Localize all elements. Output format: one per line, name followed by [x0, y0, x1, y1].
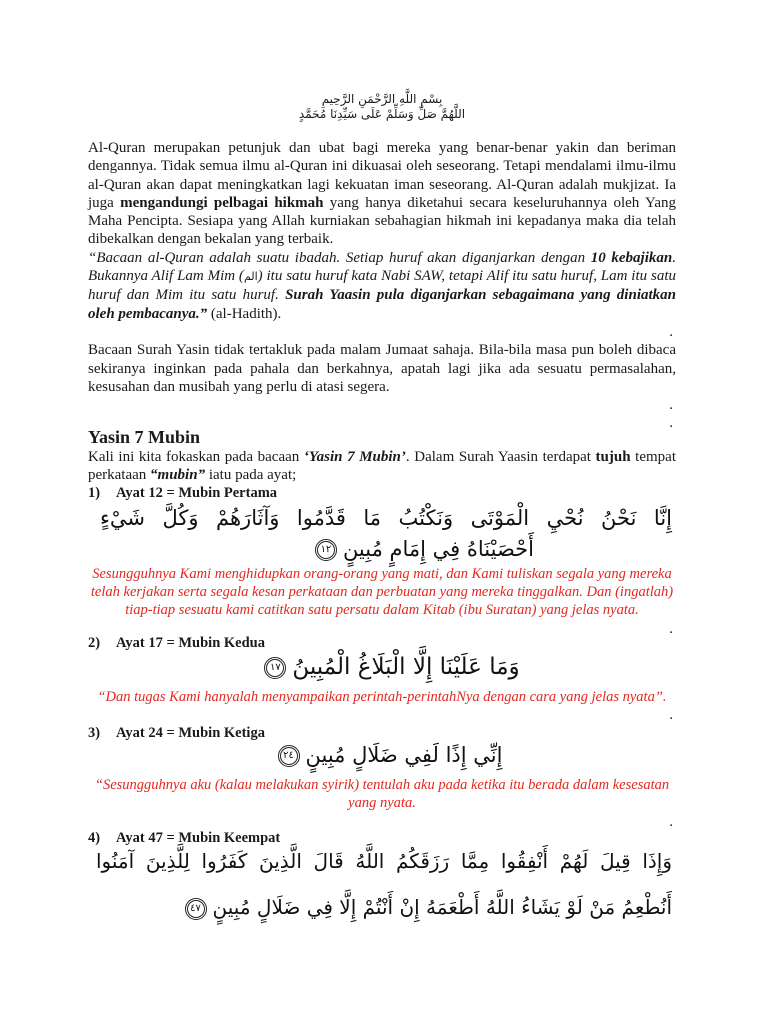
bold-text-run: mengandungi pelbagai hikmah [120, 194, 324, 211]
arabic-verse [88, 503, 676, 565]
separator-dot: . [669, 707, 673, 724]
ayat-label [88, 724, 676, 742]
arabic-opening [88, 92, 676, 122]
separator-dot: . [669, 323, 673, 340]
intro-paragraph-2: Bacaan Surah Yasin tidak tertakluk pada malam Jumaat sahaja. Bila-bila masa pun boleh dibaca sekiranya inginkan pada pahala dan berkahnya, apatah lagi jika ada sesuatu permasalahan, kesusahan dan musibah yang perlu di atasi segera. [88, 342, 676, 395]
separator-dot: . [669, 415, 673, 432]
ayat-label-text: Ayat 17 = Mubin Kedua [116, 634, 265, 651]
intro-paragraph [88, 139, 676, 249]
translation-text: “Sesungguhnya aku (kalau melakukan syirik) tentulah aku pada ketika itu berada dalam kesesatan yang nyata. [94, 777, 670, 812]
document-body [88, 92, 676, 930]
ayat-item [88, 724, 676, 831]
verse-line [104, 742, 676, 768]
verse-line [88, 534, 676, 565]
translation-text: “Dan tugas Kami hanyalah menyampaikan perintah-perintahNya dengan cara yang jelas nyata”. [97, 689, 667, 706]
section-intro [88, 448, 676, 485]
verse-line: وَإِذَا قِيلَ لَهُمْ أَنْفِقُوا مِمَّا رَزَقَكُمُ اللَّهُ قَالَ الَّذِينَ كَفَرُوا لِلَّذِينَ آمَنُوا [96, 849, 672, 874]
text-run: tempat perkataan [88, 448, 676, 484]
ayat-label-text: Ayat 47 = Mubin Keempat [116, 829, 281, 846]
bold-italic-text-run: “mubin” [150, 467, 206, 484]
ayah-number-marker: ٢٤ [278, 745, 300, 767]
arabic-verse [88, 838, 676, 930]
arabic-verse [88, 652, 676, 682]
bold-text-run: Surah Yaasin pula diganjarkan sebagaimana yang diniatkan oleh pembacanya.” [88, 287, 676, 322]
text-run: . Bukannya Alif Lam Mim ( [88, 249, 676, 285]
ayat-label-text: Ayat 24 = Mubin Ketiga [116, 724, 265, 741]
text-run: iatu pada ayat; [205, 467, 297, 484]
bismillah-text: بِسْمِ اللَّهِ الرَّحْمَنِ الرَّحِيمِ [321, 92, 443, 106]
ayat-label [88, 634, 676, 652]
text-run: . Dalam Surah Yaasin terdapat [405, 448, 596, 465]
ayat-list-number: 2) [88, 634, 101, 651]
verse-line: إِنَّا نَحْنُ نُحْيِ الْمَوْتَى وَنَكْتُبُ مَا قَدَّمُوا وَآثَارَهُمْ وَكُلَّ شَيْءٍ [100, 505, 672, 530]
translation-text: Sesungguhnya Kami menghidupkan orang-orang yang mati, dan Kami tuliskan segala yang mereka telah kerjakan serta segala kesan perkataan dan perbuatan yang mereka tinggalkan. Dan (ingatlah) tiap-tiap sesuatu kami catitkan satu persatu dalam Kitab (ibu Suratan) yang jelas nyata. [90, 565, 674, 619]
hadith-source: (al-Hadith). [207, 305, 282, 322]
verse-line-text: أَنُطْعِمُ مَنْ لَوْ يَشَاءُ اللَّهُ أَطْعَمَهُ إِنْ أَنْتُمْ إِلَّا فِي ضَلَالٍ مُبِينٍ [212, 895, 672, 920]
text-run: ) itu satu huruf kata Nabi SAW, tetapi Alif itu satu huruf, Lam itu satu huruf dan Mim itu satu huruf. [88, 268, 676, 304]
arabic-verse [88, 742, 676, 768]
verse-line-text: إِنِّي إِذًا لَفِي ضَلَالٍ مُبِينٍ [305, 743, 503, 768]
ayah-number-marker: ١٧ [264, 657, 286, 679]
bold-text-run: tujuh [595, 448, 631, 465]
ayat-label [88, 484, 676, 502]
ayat-list-number: 4) [88, 829, 101, 846]
text-run: Kali ini kita fokaskan pada bacaan [88, 448, 304, 465]
ayat-item [88, 634, 676, 725]
separator-dot: . [669, 620, 673, 637]
bold-text-run: 10 kebajikan [590, 249, 673, 266]
alif-lam-mim-arabic: الم [243, 270, 258, 284]
verse-line-text: أَحْصَيْنَاهُ فِي إِمَامٍ مُبِينٍ [342, 536, 534, 561]
bold-italic-text-run: ‘Yasin 7 Mubin’ [303, 448, 406, 465]
text-run: “Bacaan al-Quran adalah suatu ibadah. Setiap huruf akan diganjarkan dengan [88, 249, 591, 266]
ayat-item [88, 484, 676, 637]
separator-dot: . [669, 397, 673, 414]
ayat-label-text: Ayat 12 = Mubin Pertama [116, 485, 278, 502]
selawat-text: اللَّهُمَّ صَلِّ وَسَلِّمْ عَلَى سَيِّدِنَا مُحَمَّدٍ [298, 107, 466, 121]
hadith-quote [88, 249, 676, 323]
ayat-list-number: 3) [88, 724, 101, 741]
ayah-number-marker: ٤٧ [185, 898, 207, 920]
verse-line-text: وَمَا عَلَيْنَا إِلَّا الْبَلَاغُ الْمُبِينُ [292, 654, 520, 681]
separator-dot: . [669, 813, 673, 830]
section-heading: Yasin 7 Mubin [88, 426, 201, 447]
verse-line [108, 652, 676, 682]
ayat-list-number: 1) [88, 485, 101, 502]
ayat-item [88, 829, 676, 930]
verse-line [88, 884, 676, 930]
text-run: yang hanya diketahui secara keseluruhannya oleh Yang Maha Pencipta. Sesiapa yang Allah kurniakan sebahagian hikmah ini kepadanya maka dia telah dibekalkan dengan bekalan yang terbaik. [88, 194, 676, 248]
text-run: Al-Quran merupakan petunjuk dan ubat bagi mereka yang benar-benar yakin dan beriman dengannya. Tidak semua ilmu al-Quran ini dikuasai oleh seseorang. Tetapi mendalami ilmu-ilmu al-Quran akan dapat meningkatkan lagi kekuatan iman seseorang. Al-Quran adalah mukjizat. Ia juga [88, 140, 676, 211]
ayah-number-marker: ١٢ [315, 539, 337, 561]
